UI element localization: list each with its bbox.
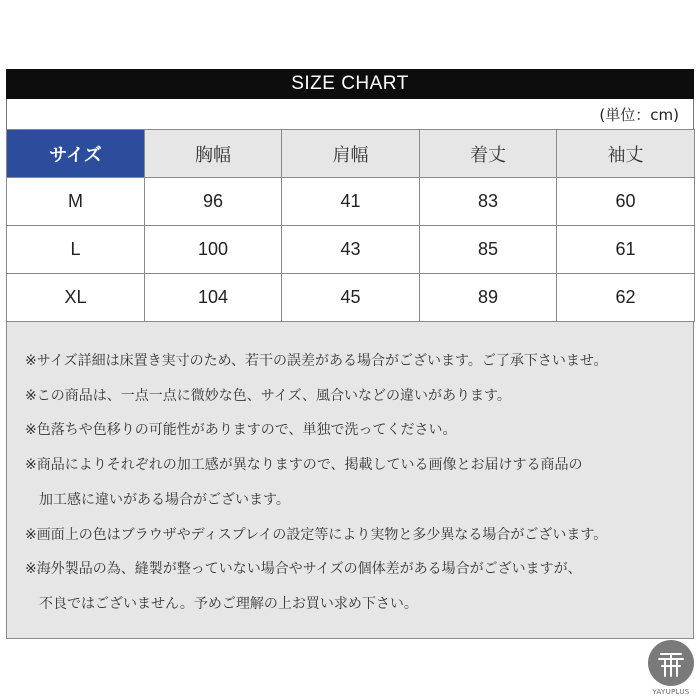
cell-sleeve-length: 62 bbox=[557, 274, 695, 322]
cell-length: 85 bbox=[420, 226, 557, 274]
table-row bbox=[7, 274, 695, 322]
header-shoulder-width: 肩幅 bbox=[282, 130, 420, 178]
note-line-continued: 不良ではございません。予めご理解の上お買い求め下さい。 bbox=[39, 595, 418, 612]
table-row bbox=[7, 178, 695, 226]
cell-sleeve-length: 60 bbox=[557, 178, 695, 226]
brand-logo bbox=[646, 640, 696, 700]
size-table bbox=[6, 129, 695, 322]
unit-note-row bbox=[6, 99, 694, 129]
brand-name: YAYUPLUS bbox=[652, 688, 690, 696]
cell-shoulder-width: 41 bbox=[282, 178, 420, 226]
size-chart bbox=[6, 69, 694, 639]
cell-shoulder-width: 45 bbox=[282, 274, 420, 322]
note-line-continued: 加工感に違いがある場合がございます。 bbox=[39, 491, 290, 508]
note-line: ※商品によりそれぞれの加工感が異なりますので、掲載している画像とお届けする商品の bbox=[25, 457, 583, 474]
unit-note: (単位：cm) bbox=[599, 105, 679, 124]
header-sleeve-length: 袖丈 bbox=[557, 130, 695, 178]
note-line: ※画面上の色はブラウザやディスプレイの設定等により実物と多少異なる場合がございます。 bbox=[25, 526, 608, 543]
table-row bbox=[7, 226, 695, 274]
cell-length: 83 bbox=[420, 178, 557, 226]
brand-logo-icon bbox=[648, 640, 694, 686]
cell-chest-width: 96 bbox=[145, 178, 282, 226]
note-line: ※サイズ詳細は床置き実寸のため、若干の誤差がある場合がございます。ご了承下さいませ。 bbox=[25, 353, 608, 369]
notes-panel bbox=[6, 322, 694, 639]
size-chart-title: SIZE CHART bbox=[6, 69, 694, 99]
cell-size: XL bbox=[7, 274, 145, 322]
cell-chest-width: 104 bbox=[145, 274, 282, 322]
cell-length: 89 bbox=[420, 274, 557, 322]
header-length: 着丈 bbox=[420, 130, 557, 178]
cell-shoulder-width: 43 bbox=[282, 226, 420, 274]
header-size: サイズ bbox=[7, 130, 145, 178]
note-line: ※色落ちや色移りの可能性がありますので、単独で洗ってください。 bbox=[25, 422, 457, 439]
table-header-row bbox=[7, 130, 695, 178]
cell-size: M bbox=[7, 178, 145, 226]
header-chest-width: 胸幅 bbox=[145, 130, 282, 178]
cell-sleeve-length: 61 bbox=[557, 226, 695, 274]
note-line: ※この商品は、一点一点に微妙な色、サイズ、風合いなどの違いがあります。 bbox=[25, 387, 511, 404]
cell-chest-width: 100 bbox=[145, 226, 282, 274]
cell-size: L bbox=[7, 226, 145, 274]
note-line: ※海外製品の為、縫製が整っていない場合やサイズの個体差がある場合がございますが、 bbox=[25, 561, 582, 578]
